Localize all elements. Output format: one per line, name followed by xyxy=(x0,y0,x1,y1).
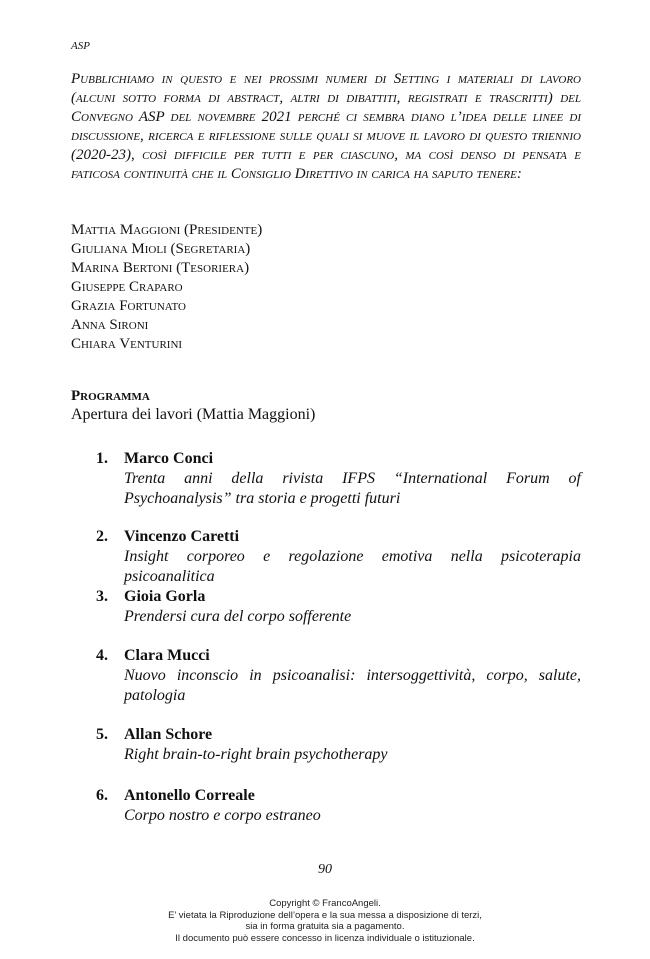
board-member: Chiara Venturini xyxy=(71,336,183,352)
talk-item xyxy=(96,587,581,627)
board-member: Mattia Maggioni (Presidente) xyxy=(71,222,263,238)
board-member: Grazia Fortunato xyxy=(71,298,186,314)
talk-speaker: Antonello Correale xyxy=(124,787,255,804)
talk-title: Nuovo inconscio in psicoanalisi: intersoggettività, corpo, salute, patologia xyxy=(124,667,581,704)
copyright-notice xyxy=(0,898,650,944)
page-number: 90 xyxy=(318,862,332,877)
board-member: Giuliana Mioli (Segretaria) xyxy=(71,241,251,257)
board-member: Marina Bertoni (Tesoriera) xyxy=(71,260,250,276)
talk-speaker: Gioia Gorla xyxy=(124,588,206,605)
talk-number: 3. xyxy=(96,588,108,605)
talk-item xyxy=(96,527,581,587)
board-list xyxy=(71,221,262,354)
talk-number: 5. xyxy=(96,726,108,743)
copyright-line: Il documento può essere concesso in licenza individuale o istituzionale. xyxy=(175,932,475,944)
board-member: Giuseppe Craparo xyxy=(71,279,183,295)
talk-item xyxy=(96,786,581,826)
copyright-line: Copyright © FrancoAngeli. xyxy=(269,898,381,909)
talk-title: Prendersi cura del corpo sofferente xyxy=(124,608,352,625)
copyright-line: E’ vietata la Riproduzione dell’opera e la sua messa a disposizione di terzi, xyxy=(168,909,482,921)
talk-title: Insight corporeo e regolazione emotiva nella psicoterapia psicoanalitica xyxy=(124,548,581,585)
talk-number: 1. xyxy=(96,450,108,467)
talk-number: 6. xyxy=(96,787,108,804)
talk-item xyxy=(96,449,581,509)
talk-number: 2. xyxy=(96,528,108,545)
talk-title: Trenta anni della rivista IFPS “International Forum of Psychoanalysis” tra storia e progetti futuri xyxy=(124,470,581,507)
talk-speaker: Marco Conci xyxy=(124,450,214,467)
talk-number: 4. xyxy=(96,647,108,664)
talk-speaker: Vincenzo Caretti xyxy=(124,528,240,545)
talk-item xyxy=(96,725,581,765)
talk-item xyxy=(96,646,581,706)
talk-speaker: Clara Mucci xyxy=(124,647,210,664)
copyright-line: sia in forma gratuita sia a pagamento. xyxy=(245,921,405,932)
talk-title: Corpo nostro e corpo estraneo xyxy=(124,807,321,824)
talk-speaker: Allan Schore xyxy=(124,726,213,743)
opening-line: Apertura dei lavori (Mattia Maggioni) xyxy=(71,406,316,423)
intro-paragraph: Pubblichiamo in questo e nei prossimi numeri di Setting i materiali di lavoro (alcuni sotto forma di abstract, altri di dibattiti, registrati e trascritti) del Convegno ASP del novembre 2021 perché ci sembra diano l’idea delle linee di discussione, ricerca e riflessione sulle quali si muove il lavoro di questo triennio (2020-23), così difficile per tutti e per ciascuno, ma così denso di pensata e faticosa continuità che il Consiglio Direttivo in carica ha saputo tenere: xyxy=(71,71,581,182)
running-head: ASP xyxy=(71,40,90,52)
programma-heading: Programma xyxy=(71,388,150,404)
talk-title: Right brain-to-right brain psychotherapy xyxy=(124,746,388,763)
board-member: Anna Sironi xyxy=(71,317,149,333)
